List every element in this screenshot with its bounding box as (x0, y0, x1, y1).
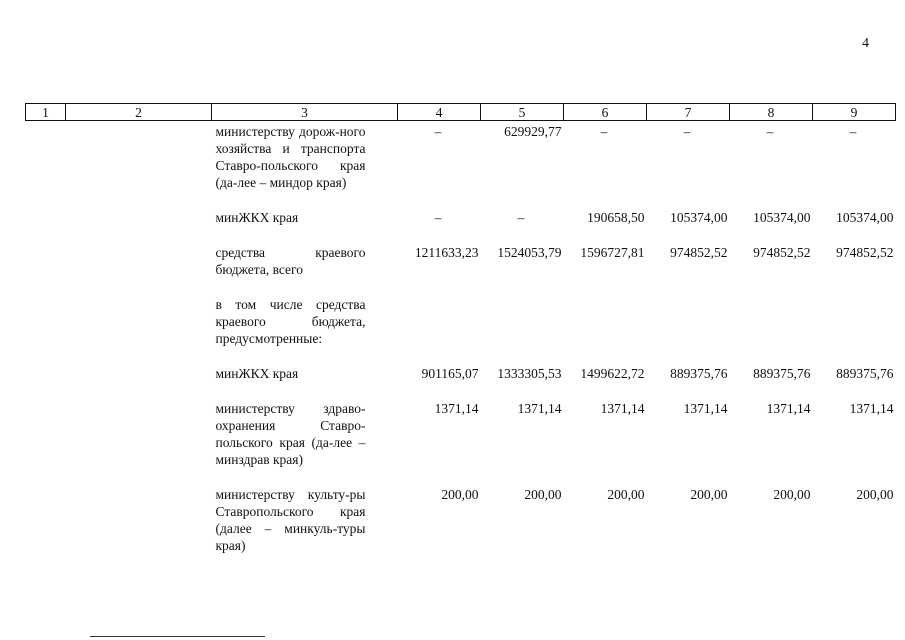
value-cell-col-7: 974852,52 (670, 245, 728, 260)
value-cell-col-6: 1499622,72 (580, 366, 645, 381)
value-cell-col-4: 200,00 (441, 487, 479, 502)
value-cell-col-9: 889375,76 (836, 366, 894, 381)
table-row (26, 400, 896, 486)
value-cell-col-8: 974852,52 (753, 245, 811, 260)
table-row (26, 296, 896, 365)
value-cell-col-5: 629929,77 (504, 124, 562, 139)
footnote-separator (90, 636, 265, 637)
value-cell-col-9 (813, 296, 896, 365)
value-cell-col-5: 1524053,79 (497, 245, 562, 260)
value-cell-col-6: 200,00 (607, 487, 645, 502)
column-header-3: 3 (212, 104, 398, 121)
value-cell-col-9: 974852,52 (836, 245, 894, 260)
value-cell-col-6: – (600, 124, 608, 139)
value-cell-col-5: – (517, 210, 525, 225)
row-label: средства краевого бюджета, всего (215, 245, 366, 277)
budget-table (25, 103, 896, 572)
row-label: министерству культу-ры Ставропольского края (далее – минкуль-туры края) (215, 487, 366, 553)
row-label: министерству здраво-охранения Ставро-польского края (да-лее – минздрав края) (215, 401, 366, 467)
value-cell-col-7: – (683, 124, 691, 139)
value-cell-col-8 (730, 296, 813, 365)
column-header-4: 4 (398, 104, 481, 121)
table-row (26, 486, 896, 572)
row-label: минЖКХ края (215, 366, 299, 381)
value-cell-col-4 (398, 296, 481, 365)
table-row (26, 209, 896, 244)
row-label-cell (26, 486, 398, 572)
table-row (26, 121, 896, 210)
row-label-cell (26, 400, 398, 486)
value-cell-col-5: 200,00 (524, 487, 562, 502)
value-cell-col-9: – (849, 124, 857, 139)
row-label-cell (26, 296, 398, 365)
value-cell-col-9: 1371,14 (849, 401, 894, 416)
value-cell-col-9: 105374,00 (836, 210, 894, 225)
value-cell-col-4: 1211633,23 (414, 245, 479, 260)
value-cell-col-4: 901165,07 (421, 366, 479, 381)
table-row (26, 365, 896, 400)
row-label-cell (26, 244, 398, 296)
row-label: минЖКХ края (215, 210, 299, 225)
column-header-5: 5 (481, 104, 564, 121)
value-cell-col-8: 200,00 (773, 487, 811, 502)
value-cell-col-8: 889375,76 (753, 366, 811, 381)
column-header-9: 9 (813, 104, 896, 121)
column-header-6: 6 (564, 104, 647, 121)
value-cell-col-4: – (434, 124, 442, 139)
table-body (26, 121, 896, 573)
value-cell-col-4: – (434, 210, 442, 225)
value-cell-col-8: 1371,14 (766, 401, 811, 416)
value-cell-col-5 (481, 296, 564, 365)
value-cell-col-5: 1371,14 (517, 401, 562, 416)
page-number: 4 (862, 36, 869, 51)
row-label: в том числе средства краевого бюджета, предусмотренные: (215, 297, 366, 346)
row-label-cell (26, 121, 398, 210)
value-cell-col-6: 1596727,81 (580, 245, 645, 260)
value-cell-col-6: 1371,14 (600, 401, 645, 416)
column-header-7: 7 (647, 104, 730, 121)
value-cell-col-7: 1371,14 (683, 401, 728, 416)
row-label-cell (26, 365, 398, 400)
value-cell-col-9: 200,00 (856, 487, 894, 502)
column-header-8: 8 (730, 104, 813, 121)
value-cell-col-7: 105374,00 (670, 210, 728, 225)
row-label: министерству дорож-ного хозяйства и транспорта Ставро-польского края (да-лее – миндор края) (215, 124, 366, 190)
value-cell-col-7: 889375,76 (670, 366, 728, 381)
column-header-2: 2 (66, 104, 212, 121)
value-cell-col-6: 190658,50 (587, 210, 645, 225)
row-label-cell (26, 209, 398, 244)
table-row (26, 244, 896, 296)
value-cell-col-8: – (766, 124, 774, 139)
value-cell-col-7 (647, 296, 730, 365)
table-header-row (26, 104, 896, 121)
value-cell-col-7: 200,00 (690, 487, 728, 502)
value-cell-col-4: 1371,14 (434, 401, 479, 416)
value-cell-col-8: 105374,00 (753, 210, 811, 225)
value-cell-col-6 (564, 296, 647, 365)
value-cell-col-5: 1333305,53 (497, 366, 562, 381)
column-header-1: 1 (26, 104, 66, 121)
